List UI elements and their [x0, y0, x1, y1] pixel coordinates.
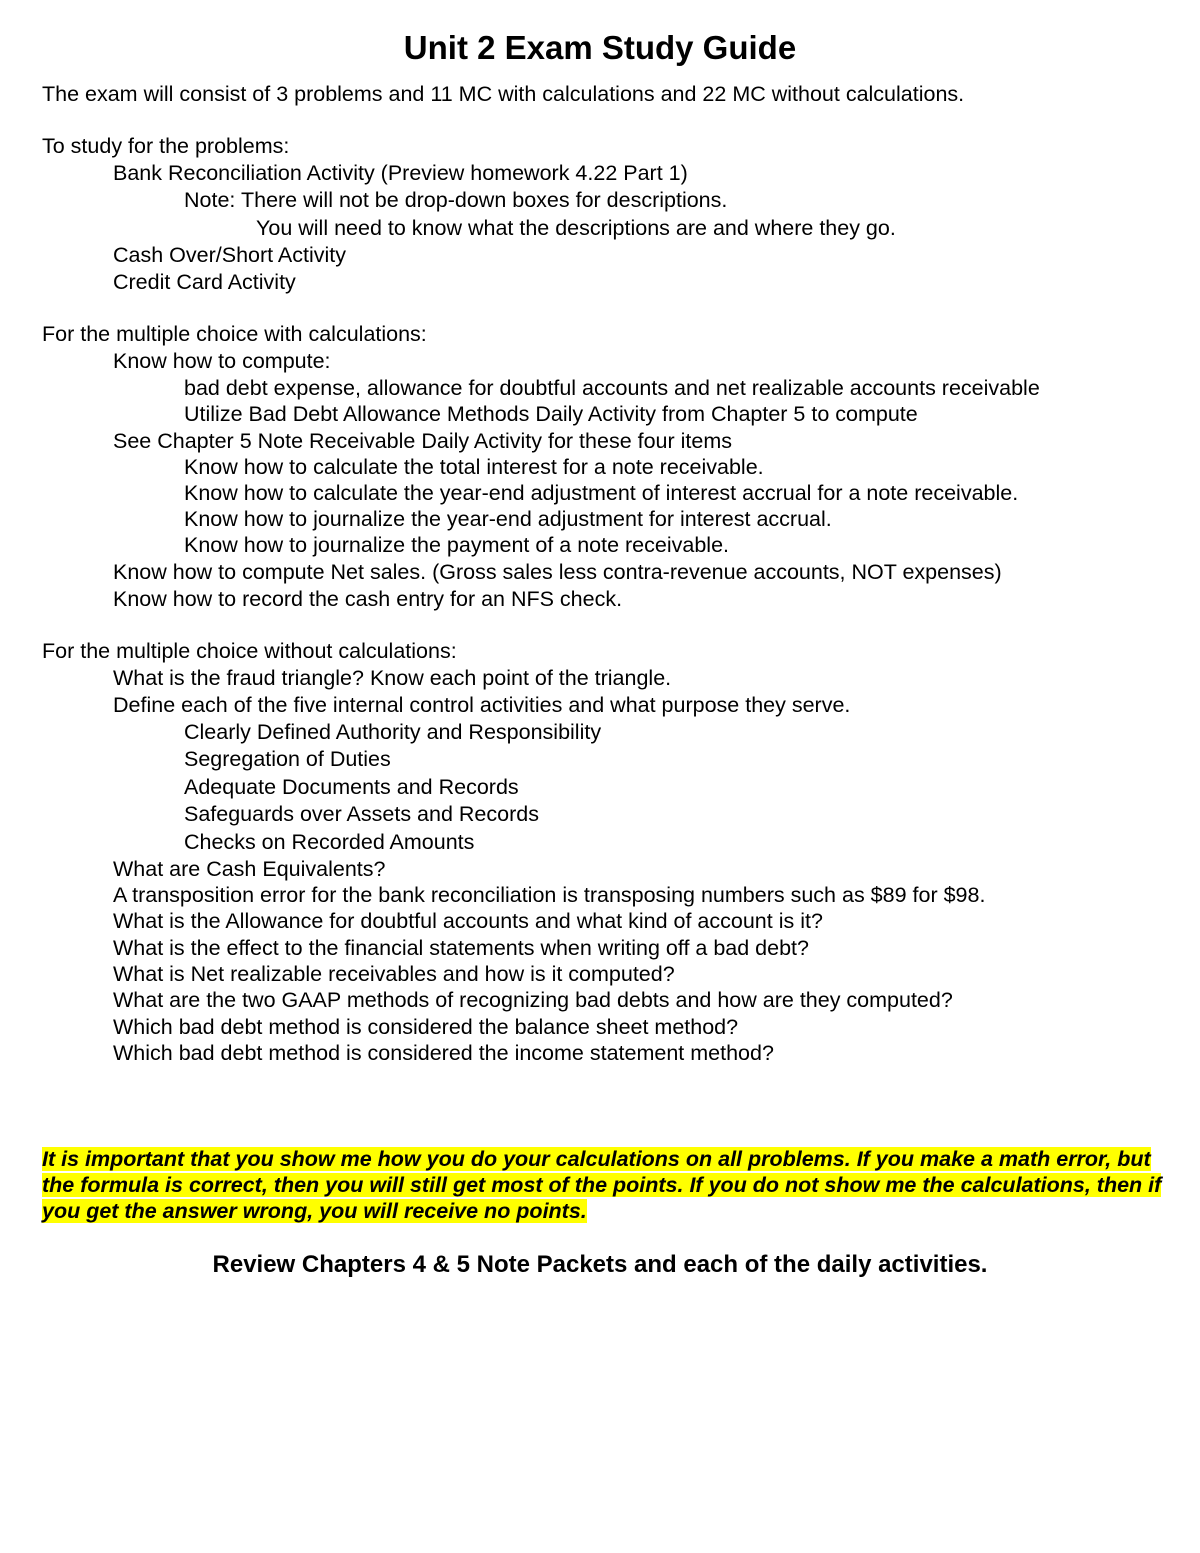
problems-note-detail: You will need to know what the descriptions are and where they go. [256, 216, 896, 240]
list-item: Which bad debt method is considered the balance sheet method? [113, 1015, 739, 1039]
list-item: Know how to journalize the payment of a note receivable. [184, 533, 729, 557]
page-title: Unit 2 Exam Study Guide [403, 29, 797, 66]
list-item: Safeguards over Assets and Records [184, 802, 539, 826]
review-note: Review Chapters 4 & 5 Note Packets and each of the daily activities. [212, 1251, 988, 1278]
mc-with-utilize: Utilize Bad Debt Allowance Methods Daily Activity from Chapter 5 to compute [184, 402, 918, 426]
mc-with-see-chapter: See Chapter 5 Note Receivable Daily Activity for these four items [113, 429, 733, 453]
intro-text: The exam will consist of 3 problems and 11 MC with calculations and 22 MC without calculations. [42, 82, 965, 106]
list-item: What is the effect to the financial statements when writing off a bad debt? [113, 936, 809, 960]
list-item: What is the Allowance for doubtful accounts and what kind of account is it? [113, 909, 823, 933]
list-item: Adequate Documents and Records [184, 775, 519, 799]
list-item: What is Net realizable receivables and how is it computed? [113, 962, 675, 986]
list-item: A transposition error for the bank reconciliation is transposing numbers such as $89 for $98. [113, 883, 986, 907]
mc-with-net-sales: Know how to compute Net sales. (Gross sales less contra-revenue accounts, NOT expenses) [113, 560, 1002, 584]
mc-with-heading: For the multiple choice with calculations: [42, 322, 427, 346]
list-item: Clearly Defined Authority and Responsibility [184, 720, 602, 744]
list-item: Checks on Recorded Amounts [184, 830, 475, 854]
problems-note: Note: There will not be drop-down boxes for descriptions. [184, 188, 728, 212]
list-item: Which bad debt method is considered the income statement method? [113, 1041, 774, 1065]
mc-with-nfs-check: Know how to record the cash entry for an NFS check. [113, 587, 623, 611]
list-item: What are the two GAAP methods of recognizing bad debts and how are they computed? [113, 988, 953, 1012]
mc-without-fraud: What is the fraud triangle? Know each point of the triangle. [113, 666, 672, 690]
problems-heading: To study for the problems: [42, 134, 290, 158]
list-item: Segregation of Duties [184, 747, 391, 771]
mc-with-know-compute: Know how to compute: [113, 349, 331, 373]
problems-cash-over-short: Cash Over/Short Activity [113, 243, 346, 267]
list-item: Know how to calculate the total interest for a note receivable. [184, 455, 764, 479]
mc-without-heading: For the multiple choice without calculations: [42, 639, 457, 663]
list-item: Know how to calculate the year-end adjustment of interest accrual for a note receivable. [184, 481, 1019, 505]
problems-bank-rec: Bank Reconciliation Activity (Preview homework 4.22 Part 1) [113, 161, 688, 185]
mc-with-bad-debt: bad debt expense, allowance for doubtful accounts and net realizable accounts receivable [184, 376, 1040, 400]
list-item: What are Cash Equivalents? [113, 857, 386, 881]
problems-credit-card: Credit Card Activity [113, 270, 296, 294]
important-note [42, 1146, 1167, 1224]
mc-without-define: Define each of the five internal control activities and what purpose they serve. [113, 693, 851, 717]
important-note-text: It is important that you show me how you do your calculations on all problems. If you make a math error, but the formula is correct, then you will still get most of the points. If you do not show me the calculations, then if you get the answer wrong, you will receive no points. [42, 1147, 1162, 1223]
list-item: Know how to journalize the year-end adjustment for interest accrual. [184, 507, 832, 531]
